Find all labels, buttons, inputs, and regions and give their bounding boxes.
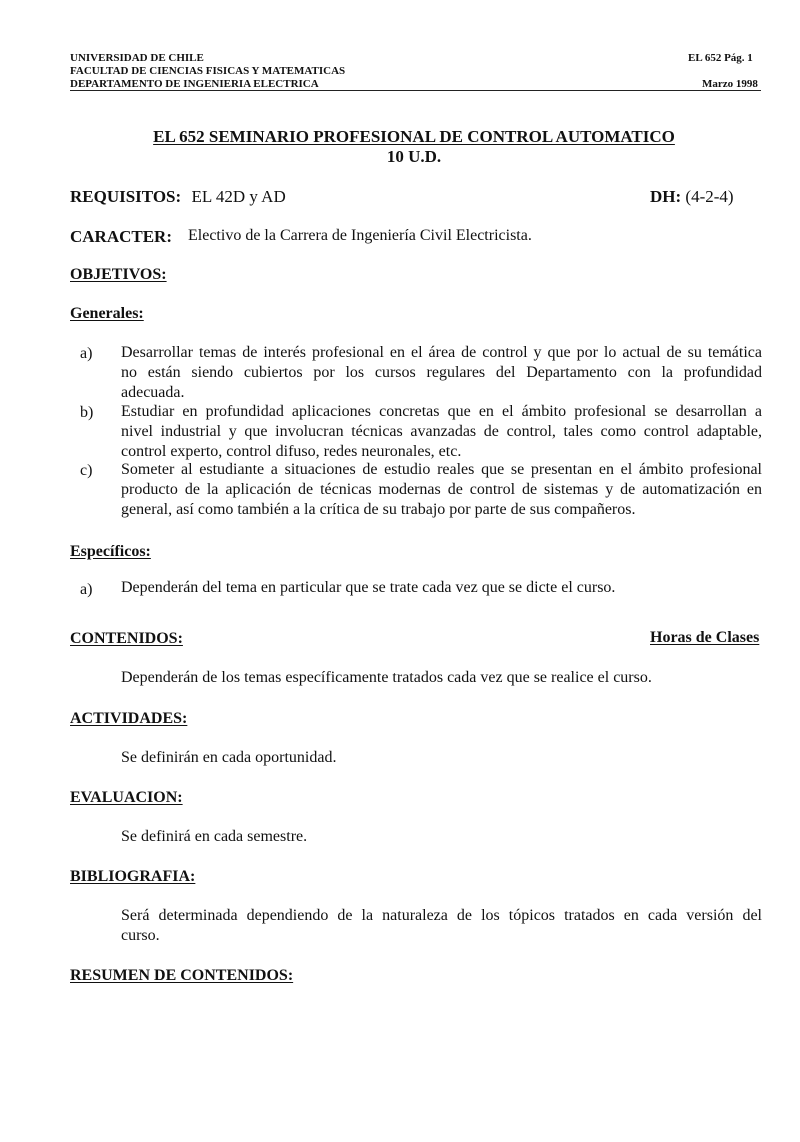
horas-de-clases-heading: Horas de Clases (650, 629, 760, 646)
generales-item-b-line: Estudiar en profundidad aplicaciones concretas que en el ámbito profesional se desarrollan a (121, 403, 762, 420)
generales-item-b-line: control experto, control difuso, redes neuronales, etc. (121, 443, 462, 460)
dh-row (650, 187, 734, 207)
generales-item-b-line: nivel industrial y que involucran técnicas avanzadas de control, tales como control adaptable, (121, 423, 762, 440)
generales-item-c-label: c) (80, 462, 93, 479)
generales-item-c-line: general, así como también a la crítica de su trabajo por parte de sus compañeros. (121, 501, 636, 518)
generales-item-b (121, 402, 762, 462)
generales-item-a-line: Desarrollar temas de interés profesional en el área de control y que por lo actual de su temática (121, 344, 762, 361)
bibliografia-line: curso. (121, 927, 160, 944)
especificos-item-a-label: a) (80, 581, 93, 598)
caracter-label: CARACTER: (70, 227, 172, 246)
bibliografia-heading: BIBLIOGRAFIA: (70, 868, 196, 885)
contenidos-heading: CONTENIDOS: (70, 630, 183, 647)
generales-item-a (121, 343, 762, 403)
especificos-item-a: Dependerán del tema en particular que se trate cada vez que se dicte el curso. (121, 579, 616, 596)
university-name: UNIVERSIDAD DE CHILE (70, 52, 204, 64)
especificos-heading: Específicos: (70, 543, 151, 560)
generales-item-c (121, 460, 762, 520)
resumen-heading: RESUMEN DE CONTENIDOS: (70, 967, 294, 984)
requisitos-row (70, 187, 286, 207)
header-rule (70, 90, 761, 91)
generales-item-a-label: a) (80, 345, 93, 362)
generales-item-b-label: b) (80, 404, 94, 421)
generales-item-a-line: no están siendo cubiertos por los cursos regulares del Departamento con la profundidad (121, 364, 762, 381)
generales-item-a-line: adecuada. (121, 384, 185, 401)
actividades-text: Se definirán en cada oportunidad. (121, 749, 337, 766)
bibliografia-text (121, 906, 762, 946)
dh-label: DH: (650, 187, 682, 206)
generales-item-c-line: Someter al estudiante a situaciones de estudio reales que se presentan en el ámbito profesional (121, 461, 762, 478)
faculty-name: FACULTAD DE CIENCIAS FISICAS Y MATEMATICAS (70, 65, 346, 77)
requisitos-value: EL 42D y AD (191, 187, 286, 206)
requisitos-label: REQUISITOS: (70, 187, 182, 206)
bibliografia-line: Será determinada dependiendo de la naturaleza de los tópicos tratados en cada versión del (121, 907, 762, 924)
objetivos-heading: OBJETIVOS: (70, 266, 167, 283)
evaluacion-text: Se definirá en cada semestre. (121, 828, 308, 845)
actividades-heading: ACTIVIDADES: (70, 710, 188, 727)
dh-value: (4-2-4) (685, 187, 734, 206)
course-title: EL 652 SEMINARIO PROFESIONAL DE CONTROL AUTOMATICO (153, 127, 675, 146)
evaluacion-heading: EVALUACION: (70, 789, 183, 806)
document-date: Marzo 1998 (702, 78, 758, 90)
department-name: DEPARTAMENTO DE INGENIERIA ELECTRICA (70, 78, 319, 90)
course-units: 10 U.D. (386, 147, 442, 166)
caracter-value: Electivo de la Carrera de Ingeniería Civil Electricista. (188, 227, 532, 244)
page-reference: EL 652 Pág. 1 (688, 52, 753, 64)
generales-heading: Generales: (70, 305, 144, 322)
generales-item-c-line: producto de la aplicación de técnicas modernas de control de sistemas y de automatización en (121, 481, 762, 498)
contenidos-text: Dependerán de los temas específicamente tratados cada vez que se realice el curso. (121, 669, 652, 686)
